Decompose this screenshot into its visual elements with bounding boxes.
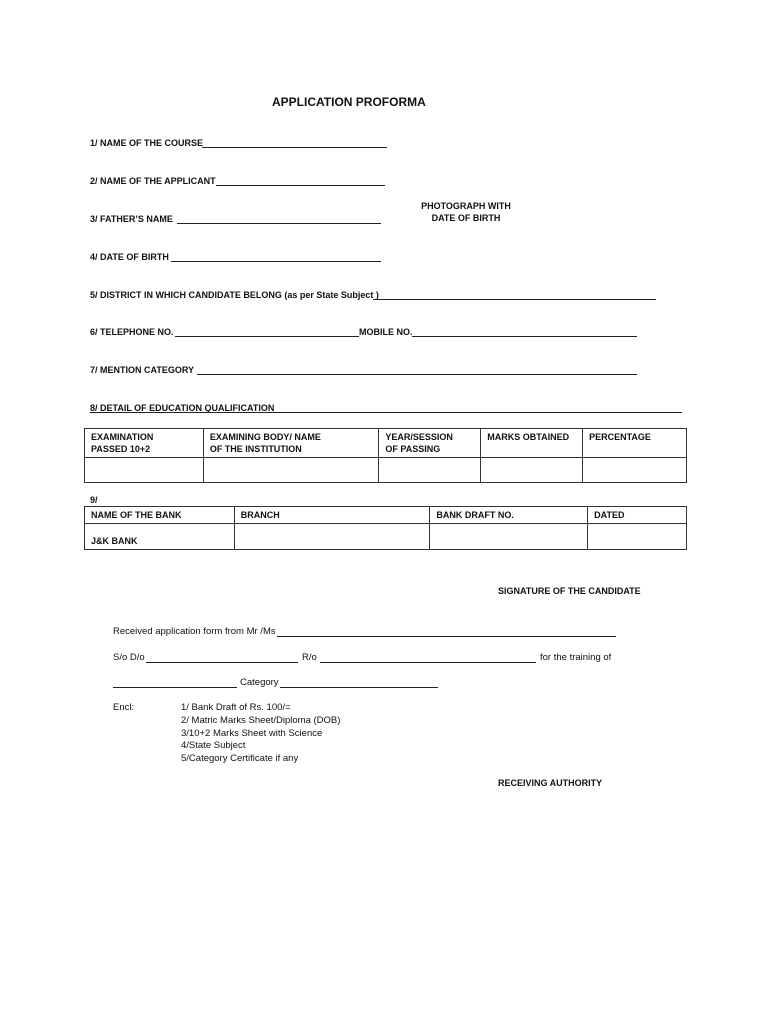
bank-section-label: 9/	[90, 495, 98, 505]
bank-entry-row	[85, 524, 687, 550]
telephone-label: 6/ TELEPHONE NO.	[90, 327, 174, 337]
received-from-label: Received application form from Mr /Ms	[113, 626, 276, 637]
so-do-field[interactable]	[146, 662, 298, 663]
bank-table	[84, 506, 687, 550]
dob-label: 4/ DATE OF BIRTH	[90, 252, 169, 262]
header-examining-body: EXAMINING BODY/ NAME OF THE INSTITUTION	[203, 429, 379, 458]
applicant-label: 2/ NAME OF THE APPLICANT	[90, 176, 216, 186]
district-label: 5/ DISTRICT IN WHICH CANDIDATE BELONG (as per State Subject )	[90, 290, 379, 300]
cell-marks-obtained[interactable]	[481, 458, 583, 483]
cell-dated[interactable]	[588, 524, 687, 550]
education-underline	[90, 412, 682, 413]
mobile-field[interactable]	[412, 336, 637, 337]
header-examination: EXAMINATION PASSED 10+2	[85, 429, 204, 458]
category-field[interactable]	[197, 374, 637, 375]
receipt-category-label: Category	[240, 677, 279, 688]
page-title: APPLICATION PROFORMA	[272, 95, 426, 109]
ro-field[interactable]	[320, 662, 536, 663]
district-field[interactable]	[373, 299, 656, 300]
encl-item-2: 2/ Matric Marks Sheet/Diploma (DOB)	[181, 715, 341, 726]
header-marks-obtained: MARKS OBTAINED	[481, 429, 583, 458]
education-label: 8/ DETAIL OF EDUCATION QUALIFICATION	[90, 403, 275, 413]
photo-label-2: DATE OF BIRTH	[431, 213, 501, 223]
ro-label: R/o	[302, 652, 317, 663]
header-draft-no: BANK DRAFT NO.	[430, 507, 588, 524]
receiving-authority-label: RECEIVING AUTHORITY	[498, 778, 603, 788]
course-label: 1/ NAME OF THE COURSE	[90, 138, 204, 148]
cell-examining-body[interactable]	[203, 458, 379, 483]
received-from-field[interactable]	[277, 636, 616, 637]
so-do-label: S/o D/o	[113, 652, 145, 663]
cell-bank-name: J&K BANK	[85, 524, 235, 550]
telephone-field[interactable]	[175, 336, 359, 337]
bank-header-row	[85, 507, 687, 524]
mobile-label: MOBILE NO.	[359, 327, 413, 337]
receipt-category-field[interactable]	[280, 687, 438, 688]
education-header-row	[85, 429, 687, 458]
header-branch: BRANCH	[234, 507, 430, 524]
encl-item-5: 5/Category Certificate if any	[181, 753, 299, 764]
encl-label: Encl:	[113, 702, 135, 713]
cell-examination[interactable]	[85, 458, 204, 483]
category-label: 7/ MENTION CATEGORY	[90, 365, 195, 375]
header-percentage: PERCENTAGE	[583, 429, 687, 458]
cell-draft-no[interactable]	[430, 524, 588, 550]
encl-item-1: 1/ Bank Draft of Rs. 100/=	[181, 702, 291, 713]
course-field[interactable]	[202, 147, 387, 148]
education-table	[84, 428, 687, 483]
cell-year-session[interactable]	[379, 458, 481, 483]
father-label: 3/ FATHER’S NAME	[90, 214, 173, 224]
encl-item-4: 4/State Subject	[181, 740, 246, 751]
training-field[interactable]	[113, 687, 237, 688]
applicant-field[interactable]	[216, 185, 385, 186]
dob-field[interactable]	[171, 261, 381, 262]
header-year-session: YEAR/SESSION OF PASSING	[379, 429, 481, 458]
header-bank-name: NAME OF THE BANK	[85, 507, 235, 524]
header-dated: DATED	[588, 507, 687, 524]
signature-label: SIGNATURE OF THE CANDIDATE	[498, 586, 641, 596]
cell-percentage[interactable]	[583, 458, 687, 483]
cell-branch[interactable]	[234, 524, 430, 550]
encl-item-3: 3/10+2 Marks Sheet with Science	[181, 728, 323, 739]
education-entry-row	[85, 458, 687, 483]
father-field[interactable]	[177, 223, 381, 224]
photo-label-1: PHOTOGRAPH WITH	[421, 201, 511, 211]
training-label: for the training of	[540, 652, 612, 663]
